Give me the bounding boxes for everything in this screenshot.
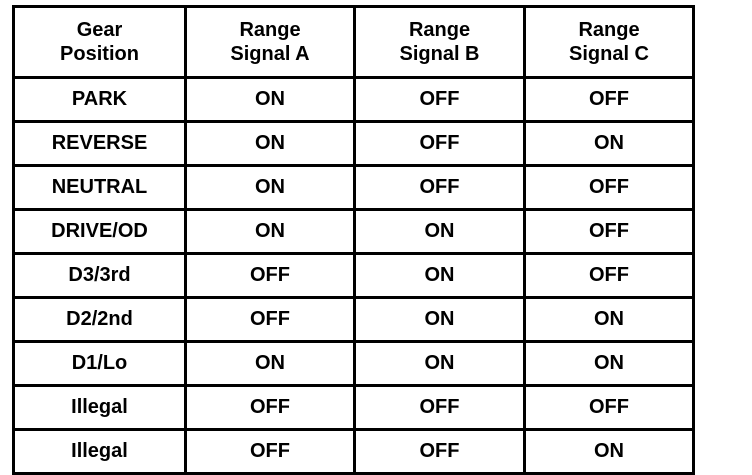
- table-header: [14, 7, 694, 78]
- cell-range-signal-b: ON: [355, 342, 525, 386]
- column-header-line2: Signal B: [399, 43, 480, 65]
- cell-range-signal-c: ON: [525, 122, 694, 166]
- cell-range-signal-a: ON: [186, 166, 355, 210]
- cell-range-signal-b: ON: [355, 254, 525, 298]
- cell-range-signal-b: OFF: [355, 386, 525, 430]
- cell-range-signal-a: OFF: [186, 430, 355, 474]
- cell-gear-position: D2/2nd: [14, 298, 186, 342]
- column-header-range-signal-b: [355, 7, 525, 78]
- cell-range-signal-b: OFF: [355, 78, 525, 122]
- table-row: [14, 342, 694, 386]
- cell-range-signal-a: OFF: [186, 298, 355, 342]
- cell-gear-position: REVERSE: [14, 122, 186, 166]
- cell-gear-position: D1/Lo: [14, 342, 186, 386]
- column-header-line2: Signal A: [230, 43, 310, 65]
- cell-gear-position: PARK: [14, 78, 186, 122]
- cell-range-signal-c: OFF: [525, 254, 694, 298]
- cell-range-signal-a: OFF: [186, 386, 355, 430]
- table-row: [14, 430, 694, 474]
- column-header-line2: Position: [60, 43, 139, 65]
- column-header-line1: Range: [239, 19, 301, 41]
- table-row: [14, 166, 694, 210]
- table-row: [14, 210, 694, 254]
- cell-range-signal-b: OFF: [355, 122, 525, 166]
- table-row: [14, 298, 694, 342]
- cell-range-signal-c: ON: [525, 430, 694, 474]
- cell-gear-position: Illegal: [14, 386, 186, 430]
- cell-gear-position: NEUTRAL: [14, 166, 186, 210]
- cell-range-signal-b: OFF: [355, 430, 525, 474]
- cell-gear-position: Illegal: [14, 430, 186, 474]
- gear-range-signal-table: [12, 5, 695, 475]
- table-row: [14, 78, 694, 122]
- cell-range-signal-b: ON: [355, 210, 525, 254]
- column-header-line1: Range: [578, 19, 640, 41]
- cell-range-signal-b: OFF: [355, 166, 525, 210]
- cell-range-signal-c: ON: [525, 298, 694, 342]
- cell-range-signal-c: OFF: [525, 386, 694, 430]
- column-header-line1: Range: [408, 19, 471, 41]
- cell-range-signal-a: ON: [186, 342, 355, 386]
- cell-gear-position: DRIVE/OD: [14, 210, 186, 254]
- column-header-range-signal-a: [186, 7, 355, 78]
- cell-range-signal-a: ON: [186, 78, 355, 122]
- table-body: [14, 78, 694, 474]
- cell-range-signal-b: ON: [355, 298, 525, 342]
- cell-gear-position: D3/3rd: [14, 254, 186, 298]
- table-row: [14, 386, 694, 430]
- cell-range-signal-a: OFF: [186, 254, 355, 298]
- cell-range-signal-c: OFF: [525, 78, 694, 122]
- cell-range-signal-c: OFF: [525, 210, 694, 254]
- table-row: [14, 254, 694, 298]
- cell-range-signal-a: ON: [186, 122, 355, 166]
- cell-range-signal-c: ON: [525, 342, 694, 386]
- column-header-gear-position: [14, 7, 186, 78]
- column-header-range-signal-c: [525, 7, 694, 78]
- cell-range-signal-a: ON: [186, 210, 355, 254]
- column-header-line2: Signal C: [568, 43, 649, 65]
- table-row: [14, 122, 694, 166]
- table-header-row: [14, 7, 694, 78]
- cell-range-signal-c: OFF: [525, 166, 694, 210]
- column-header-line1: Gear: [76, 19, 123, 41]
